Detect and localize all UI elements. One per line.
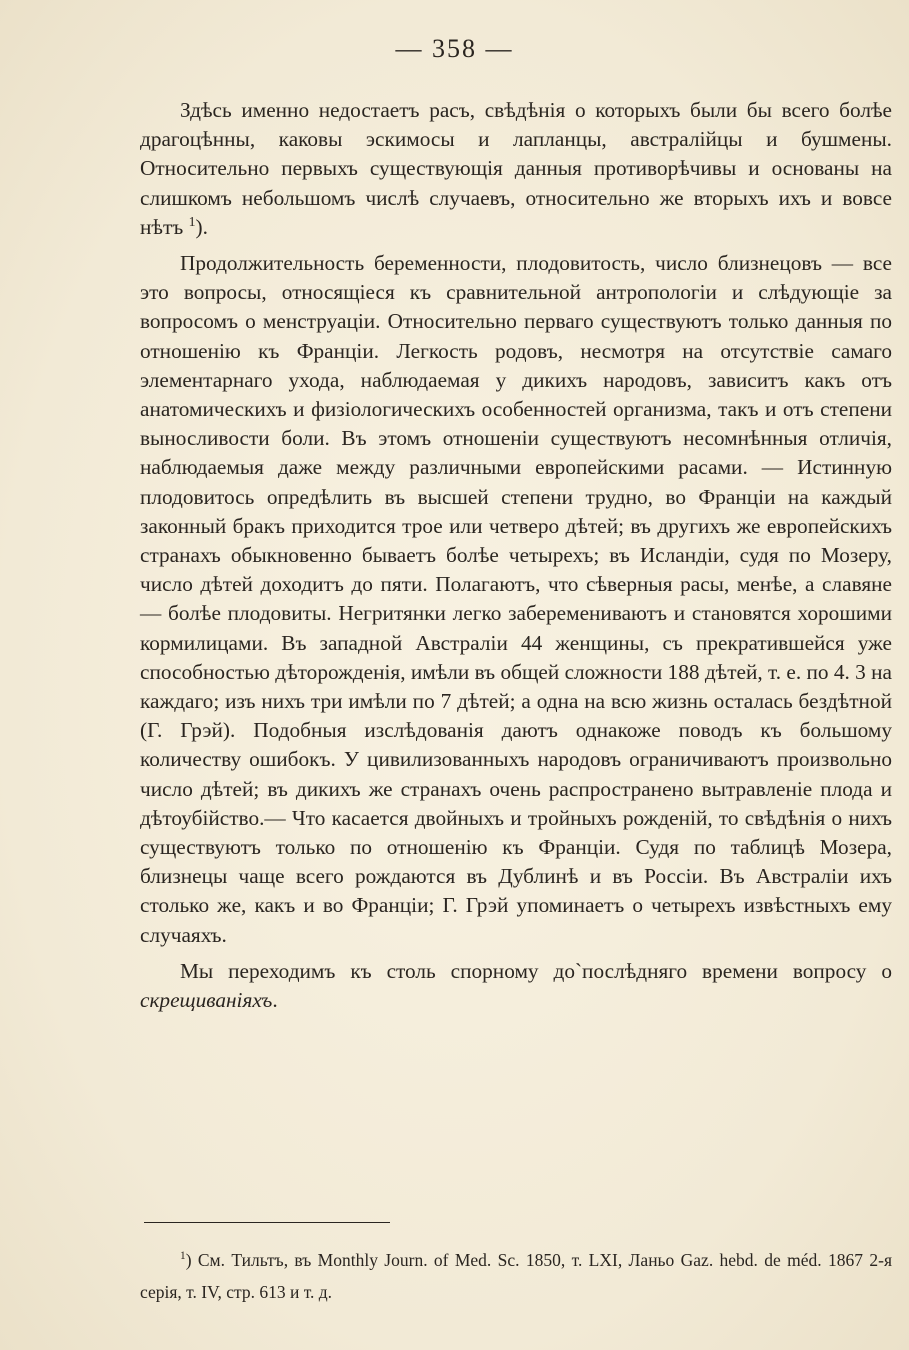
- paragraph: [140, 249, 892, 950]
- italic-term: скрещиванiяхъ: [140, 988, 273, 1013]
- paragraph-text: Здѣсь именно недостаетъ расъ, свѣдѣнія о которыхъ были бы всего болѣе драгоцѣнны, каковы эскимосы и лапланцы, австралійцы и бушмены. Относительно первыхъ существующія данныя противорѣчивы и основаны на слишкомъ небольшомъ числѣ случаевъ, относительно же вторыхъ ихъ и вовсе нѣтъ: [140, 98, 892, 239]
- footnote-marker: 1: [180, 1250, 186, 1263]
- paragraph: [140, 96, 892, 242]
- main-text: [140, 96, 892, 1015]
- footnote-text: ) См. Тильтъ, въ Monthly Journ. of Med. Sc. 1850, т. LXI, Ланьо Gaz. hebd. de méd. 1867 2-я серія, т. IV, стр. 613 и т. д.: [140, 1250, 892, 1302]
- paragraph-text: Продолжительность беременности, плодовитость, число близнецовъ — все это вопросы, относящіеся къ сравнительной антропологіи и слѣдующіе за вопросомъ о менструаціи. Относительно перваго существуютъ только данныя по отношенію къ Франціи. Легкость родовъ, несмотря на отсутствіе самаго элементарнаго ухода, наблюдаемая у дикихъ народовъ, зависитъ какъ отъ анатомическихъ и физіологическихъ особенностей организма, такъ и отъ степени выносливости боли. Въ этомъ отношеніи существуютъ несомнѣнныя отличія, наблюдаемыя даже между различными европейскими расами. — Истинную плодовитось опредѣлить въ высшей степени трудно, во Франціи на каждый законный бракъ приходится трое или четверо дѣтей; въ другихъ же европейскихъ странахъ обыкновенно бываетъ болѣе четырехъ; въ Исландіи, судя по Мозеру, число дѣтей доходитъ до пяти. Полагаютъ, что сѣверныя расы, менѣе, а славяне — болѣе плодовиты. Негритянки легко заберемениваютъ и становятся хорошими кормилицами. Въ западной Австраліи 44 женщины, съ прекратившейся уже способностью дѣторожденія, имѣли въ общей сложности 188 дѣтей, т. е. по 4. 3 на каждаго; изъ нихъ три имѣли по 7 дѣтей; а одна на всю жизнь осталась бездѣтной (Г. Грэй). Подобныя изслѣдованія даютъ однакоже поводъ къ большому количеству ошибокъ. У цивилизованныхъ народовъ ограничиваютъ произвольно число дѣтей; въ дикихъ же странахъ очень распространено вытравленіе плода и дѣтоубійство.— Что касается двойныхъ и тройныхъ рожденій, то свѣдѣнія о нихъ существуютъ только по отношенію къ Франціи. Судя по таблицѣ Мозера, близнецы чаще всего рождаются въ Дублинѣ и въ Россіи. Въ Австраліи ихъ столько же, какъ и во Франціи; Г. Грэй упоминаетъ о четырехъ извѣстныхъ ему случаяхъ.: [140, 251, 892, 947]
- paragraph-text: Мы переходимъ къ столь спорному до`послѣдняго времени вопросу о: [180, 958, 892, 983]
- page-number: — 358 —: [395, 34, 514, 63]
- paragraph-end: .: [272, 988, 278, 1013]
- paragraph-end: ).: [195, 214, 208, 239]
- footnote-divider: [144, 1222, 390, 1223]
- footnote: [140, 1244, 892, 1308]
- footnote-entry: [140, 1244, 892, 1308]
- footnote-reference[interactable]: 1: [188, 213, 196, 229]
- paragraph: [140, 957, 892, 1015]
